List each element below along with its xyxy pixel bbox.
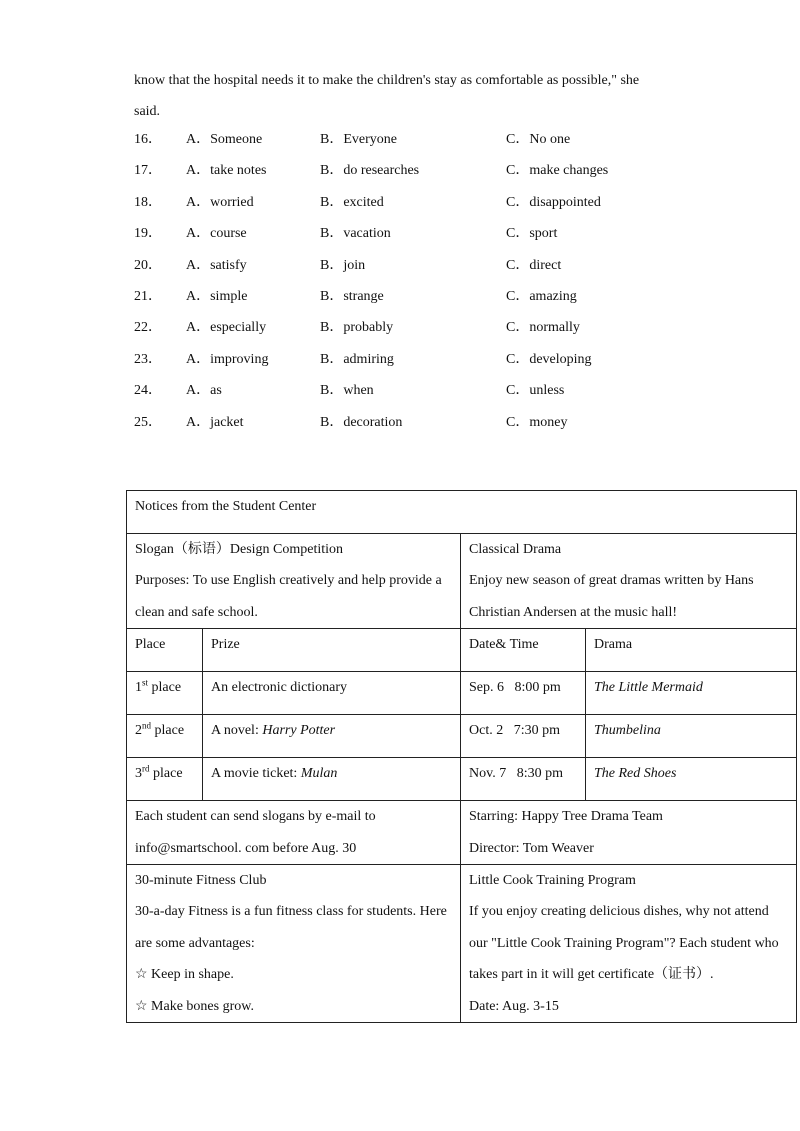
option-a: A．as xyxy=(186,383,222,399)
header-row xyxy=(127,629,797,672)
slogan-heading: Slogan（标语）Design Competition xyxy=(135,542,344,557)
place-cell xyxy=(127,758,203,801)
cast-cell xyxy=(461,801,797,865)
question-number: 22． xyxy=(134,320,162,336)
drama-title: The Little Mermaid xyxy=(586,672,797,715)
place-suffix: rd xyxy=(142,763,150,774)
option-b: B．join xyxy=(320,257,366,273)
question-number: 21． xyxy=(134,288,162,304)
option-b: B．admiring xyxy=(320,351,394,367)
table-row xyxy=(127,758,797,801)
question-number: 19． xyxy=(134,226,162,242)
fitness-cell xyxy=(127,865,461,1023)
option-b: B．do researches xyxy=(320,163,420,179)
place-cell xyxy=(127,672,203,715)
place-number: 3 xyxy=(135,766,142,782)
option-a: A．jacket xyxy=(186,414,244,430)
option-a: A．satisfy xyxy=(186,257,247,273)
option-c: C．sport xyxy=(506,226,558,242)
question-row xyxy=(134,375,694,406)
fitness-point-1: ☆ Keep in shape. xyxy=(135,967,234,983)
option-c: C．amazing xyxy=(506,288,577,304)
option-a: A．Someone xyxy=(186,132,263,147)
option-c: C．No one xyxy=(506,132,571,147)
option-b: B．decoration xyxy=(320,414,403,430)
drama-title: The Red Shoes xyxy=(586,758,797,801)
option-b: B．strange xyxy=(320,288,384,304)
drama-title: Thumbelina xyxy=(586,715,797,758)
option-b: B．probably xyxy=(320,320,394,336)
drama-desc: Enjoy new season of great dramas written by Hans Christian Andersen at the music hall! xyxy=(469,573,754,620)
date-cell: Oct. 2 7:30 pm xyxy=(461,715,586,758)
date-header: Date& Time xyxy=(461,629,586,672)
passage-text xyxy=(134,65,734,127)
fitness-point-2: ☆ Make bones grow. xyxy=(135,998,254,1014)
intro-row xyxy=(127,534,797,629)
passage-line-2: said. xyxy=(134,104,161,119)
question-row xyxy=(134,344,694,375)
option-c: C．developing xyxy=(506,351,592,367)
option-b: B．vacation xyxy=(320,226,391,242)
option-b: B．when xyxy=(320,383,374,399)
option-c: C．normally xyxy=(506,320,580,336)
starring-text: Starring: Happy Tree Drama Team xyxy=(469,809,663,825)
place-word: place xyxy=(148,680,182,696)
place-suffix: nd xyxy=(142,720,151,731)
send-line-1: Each student can send slogans by e-mail to xyxy=(135,809,376,825)
drama-header: Drama xyxy=(586,629,797,672)
prize-cell xyxy=(203,758,461,801)
prize-title: Harry Potter xyxy=(262,723,336,739)
question-row xyxy=(134,155,694,186)
place-number: 2 xyxy=(135,723,142,739)
slogan-cell xyxy=(127,534,461,629)
option-a: A．improving xyxy=(186,351,269,367)
option-c: C．money xyxy=(506,414,568,430)
passage-line-1: know that the hospital needs it to make the children's stay as comfortable as possible," she xyxy=(134,73,640,88)
option-b: B．excited xyxy=(320,194,384,210)
date-cell: Nov. 7 8:30 pm xyxy=(461,758,586,801)
info-row xyxy=(127,801,797,865)
fitness-heading: 30-minute Fitness Club xyxy=(135,873,267,889)
place-word: place xyxy=(149,766,183,782)
question-row xyxy=(134,312,694,343)
send-line-2: info@smartschool. com before Aug. 30 xyxy=(135,840,357,856)
clubs-row xyxy=(127,865,797,1023)
question-row xyxy=(134,407,694,438)
option-c: C．disappointed xyxy=(506,194,601,210)
question-row xyxy=(134,218,694,249)
date-cell: Sep. 6 8:00 pm xyxy=(461,672,586,715)
question-row xyxy=(134,250,694,281)
prize-text: A novel: xyxy=(211,723,263,739)
cook-heading: Little Cook Training Program xyxy=(469,873,636,889)
prize-cell xyxy=(203,715,461,758)
table-row xyxy=(127,715,797,758)
place-cell xyxy=(127,715,203,758)
slogan-purpose: Purposes: To use English creatively and help provide a clean and safe school. xyxy=(135,573,442,620)
cook-cell xyxy=(461,865,797,1023)
question-number: 24． xyxy=(134,383,162,399)
option-a: A．especially xyxy=(186,320,267,336)
prize-header: Prize xyxy=(203,629,461,672)
question-row xyxy=(134,187,694,218)
question-row xyxy=(134,124,694,155)
notice-table xyxy=(126,490,797,1023)
prize-title: Mulan xyxy=(300,766,338,782)
option-c: C．direct xyxy=(506,257,562,273)
prize-text: An electronic dictionary xyxy=(211,680,348,696)
question-number: 25． xyxy=(134,414,162,430)
place-word: place xyxy=(151,723,185,739)
cook-date: Date: Aug. 3-15 xyxy=(469,998,559,1014)
question-options xyxy=(134,124,694,438)
drama-heading: Classical Drama xyxy=(469,542,562,557)
option-c: C．unless xyxy=(506,383,565,399)
option-c: C．make changes xyxy=(506,163,609,179)
place-header: Place xyxy=(127,629,203,672)
table-row xyxy=(127,672,797,715)
option-a: A．worried xyxy=(186,194,254,210)
prize-cell xyxy=(203,672,461,715)
question-number: 16． xyxy=(134,132,162,147)
question-number: 23． xyxy=(134,351,162,367)
option-a: A．take notes xyxy=(186,163,267,179)
fitness-desc: 30-a-day Fitness is a fun fitness class for students. Here are some advantages: xyxy=(135,904,447,951)
option-a: A．simple xyxy=(186,288,248,304)
notice-title-row xyxy=(127,491,797,534)
question-number: 20． xyxy=(134,257,162,273)
option-a: A．course xyxy=(186,226,247,242)
question-number: 18． xyxy=(134,194,162,210)
director-text: Director: Tom Weaver xyxy=(469,840,594,856)
place-number: 1 xyxy=(135,680,142,696)
question-number: 17． xyxy=(134,163,162,179)
notice-title: Notices from the Student Center xyxy=(127,491,797,534)
option-b: B．Everyone xyxy=(320,132,397,147)
place-suffix: st xyxy=(142,677,149,688)
cook-desc: If you enjoy creating delicious dishes, why not attend our "Little Cook Training Program"? Each student who takes part in it will get certificate（证书）. xyxy=(469,904,779,983)
drama-cell xyxy=(461,534,797,629)
question-row xyxy=(134,281,694,312)
send-cell xyxy=(127,801,461,865)
prize-text: A movie ticket: xyxy=(211,766,301,782)
